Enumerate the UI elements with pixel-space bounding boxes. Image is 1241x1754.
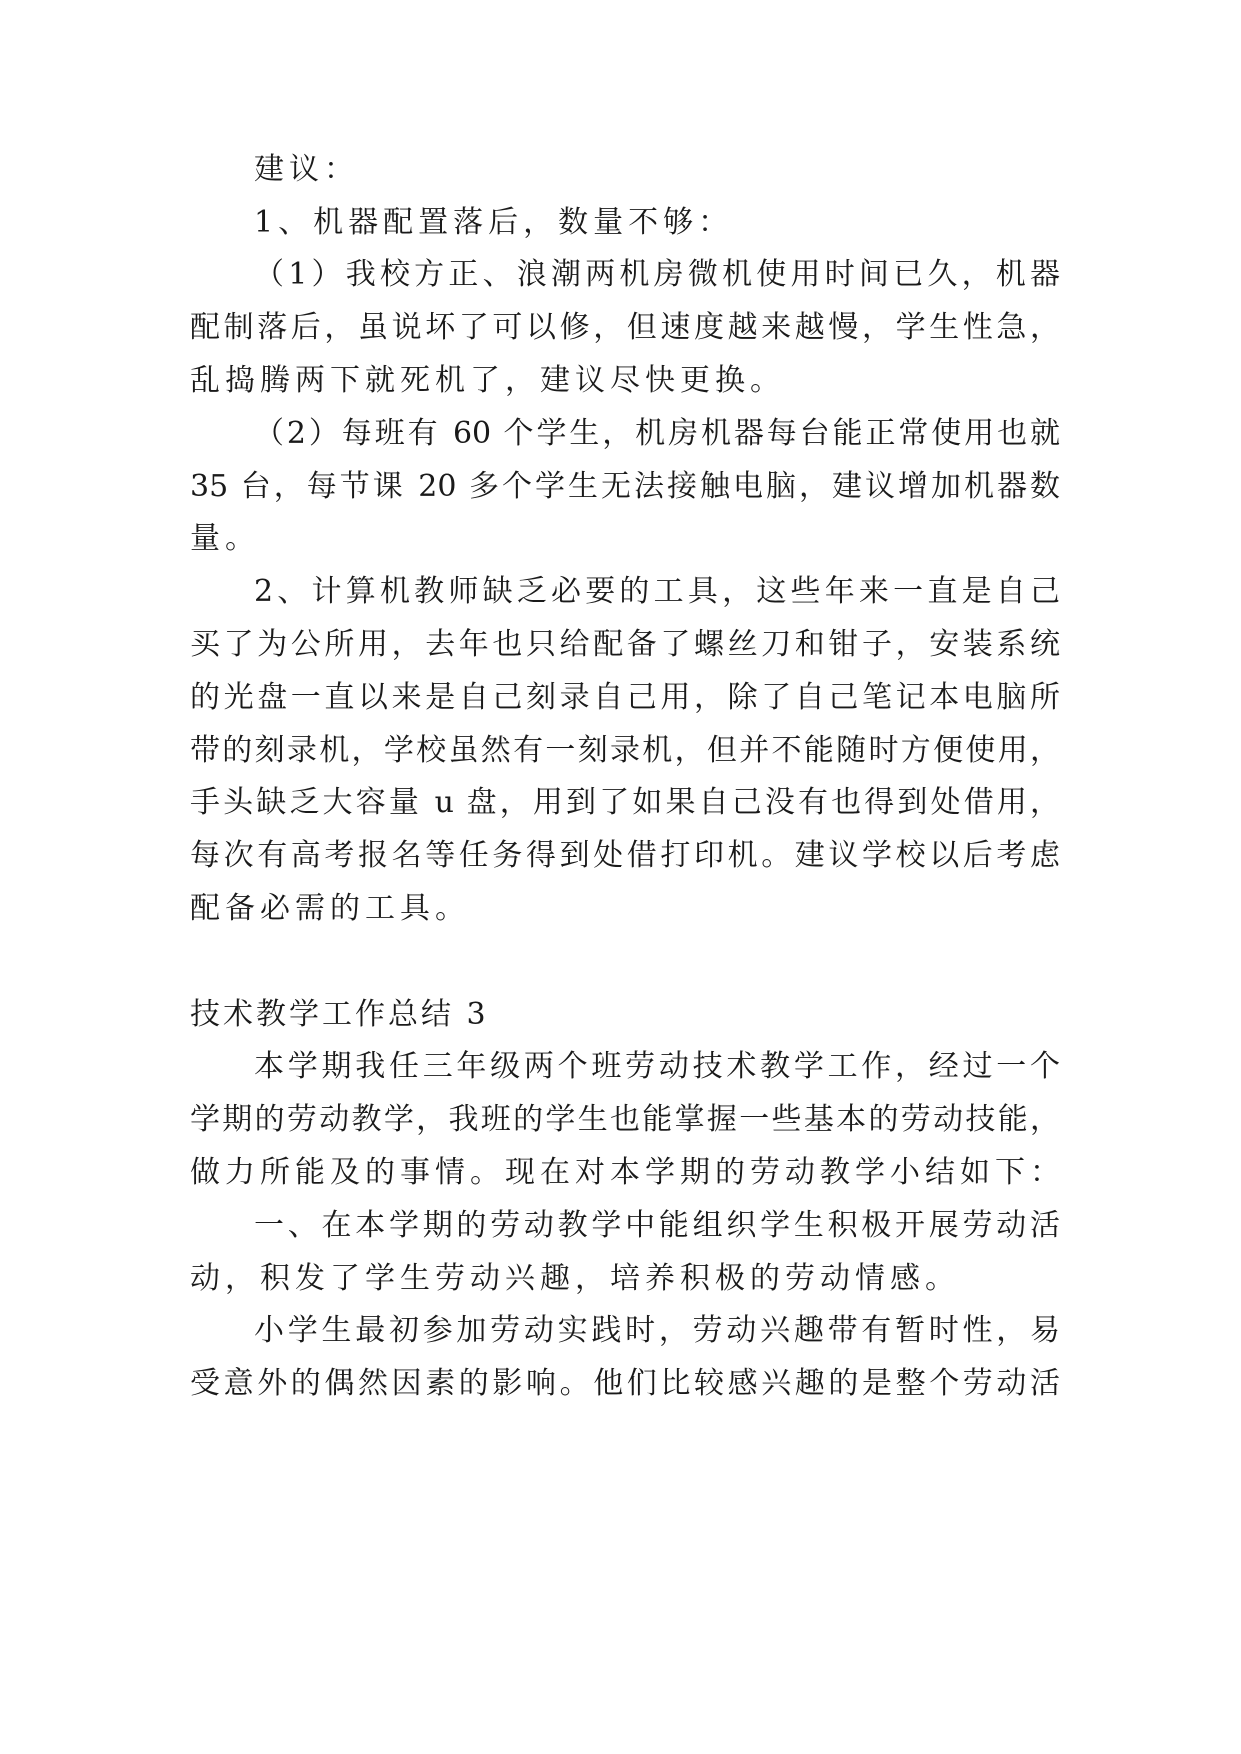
paragraph-line: 量。 [190,521,260,556]
paragraph-line: 一、在本学期的劳动教学中能组织学生积极开展劳动活 [254,1208,1060,1243]
heading-suggestions: 建议： [254,152,359,187]
paragraph-line: 带的刻录机，学校虽然有一刻录机，但并不能随时方便使用， [190,733,1060,768]
paragraph-line: （1）我校方正、浪潮两机房微机使用时间已久，机器 [254,257,1060,292]
paragraph-line: （2）每班有 60 个学生，机房机器每台能正常使用也就 [254,416,1060,451]
section-title: 技术教学工作总结 3 [190,997,489,1032]
paragraph-line: 的光盘一直以来是自己刻录自己用，除了自己笔记本电脑所 [190,680,1060,715]
paragraph-line: 每次有高考报名等任务得到处借打印机。建议学校以后考虑 [190,838,1060,873]
paragraph-line: 小学生最初参加劳动实践时，劳动兴趣带有暂时性，易 [254,1313,1060,1348]
paragraph-line: 受意外的偶然因素的影响。他们比较感兴趣的是整个劳动活 [190,1366,1060,1401]
paragraph-line: 动，积发了学生劳动兴趣，培养积极的劳动情感。 [190,1261,960,1296]
paragraph-line: 1、机器配置落后，数量不够： [254,205,734,240]
paragraph-line: 配备必需的工具。 [190,891,470,926]
paragraph-line: 35 台，每节课 20 多个学生无法接触电脑，建议增加机器数 [190,469,1060,504]
paragraph-line: 乱捣腾两下就死机了，建议尽快更换。 [190,363,785,398]
paragraph-line: 2、计算机教师缺乏必要的工具，这些年来一直是自己 [254,574,1060,609]
paragraph-line: 买了为公所用，去年也只给配备了螺丝刀和钳子，安装系统 [190,627,1060,662]
paragraph-line: 配制落后，虽说坏了可以修，但速度越来越慢，学生性急， [190,310,1060,345]
paragraph-line: 做力所能及的事情。现在对本学期的劳动教学小结如下： [190,1155,1065,1190]
paragraph-line: 手头缺乏大容量 u 盘，用到了如果自己没有也得到处借用， [190,785,1060,820]
paragraph-line: 学期的劳动教学，我班的学生也能掌握一些基本的劳动技能， [190,1102,1060,1137]
paragraph-line: 本学期我任三年级两个班劳动技术教学工作，经过一个 [254,1049,1060,1084]
